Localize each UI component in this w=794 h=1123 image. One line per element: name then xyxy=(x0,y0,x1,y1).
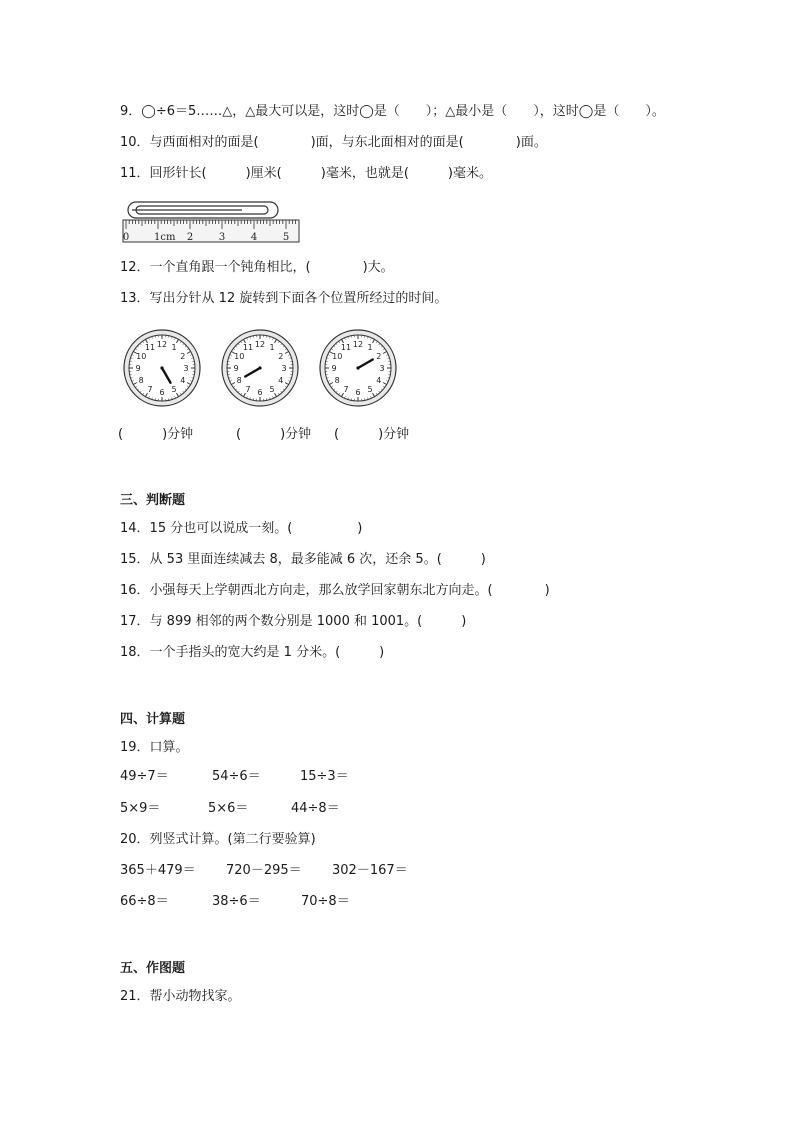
oral-calc-item: 15÷3＝ xyxy=(300,769,349,784)
clock-number: 11 xyxy=(242,343,254,353)
oral-calc-item: 54÷6＝ xyxy=(212,769,261,784)
question-18: 18．一个手指头的宽大约是 1 分米。( ) xyxy=(120,645,385,660)
clock-number: 5 xyxy=(269,384,275,394)
clock-number: 10 xyxy=(332,352,343,361)
clock-number: 5 xyxy=(171,384,177,394)
clock-number: 8 xyxy=(334,376,340,385)
vertical-calc-item: 302－167＝ xyxy=(332,863,408,878)
section-judgement-title: 三、判断题 xyxy=(120,493,186,508)
ruler-body xyxy=(123,220,299,242)
clock-number: 1 xyxy=(367,343,373,353)
clock-number: 10 xyxy=(136,352,147,361)
clock-number: 11 xyxy=(144,343,156,353)
vertical-calc-item: 66÷8＝ xyxy=(120,894,169,909)
clock-number: 2 xyxy=(180,352,186,361)
clock-2 xyxy=(220,328,300,408)
vertical-calc-item: 720－295＝ xyxy=(226,863,302,878)
clock-number: 12 xyxy=(352,340,364,349)
ruler-label: 4 xyxy=(250,232,258,243)
ruler-label: 1cm xyxy=(154,232,176,243)
clock-center-pin xyxy=(356,366,359,369)
clock-number: 4 xyxy=(278,376,284,385)
clock-answer-2: ( )分钟 xyxy=(236,427,312,442)
clock-1 xyxy=(122,328,202,408)
ruler-with-paperclip xyxy=(122,199,306,245)
question-16: 16．小强每天上学朝西北方向走，那么放学回家朝东北方向走。( ) xyxy=(120,583,550,598)
vertical-calc-item: 38÷6＝ xyxy=(212,894,261,909)
clock-number: 8 xyxy=(138,376,144,385)
clock-number: 3 xyxy=(183,364,189,373)
question-19: 19．口算。 xyxy=(120,740,189,755)
clock-number: 11 xyxy=(340,343,352,353)
clock-number: 1 xyxy=(171,343,177,353)
clock-number: 7 xyxy=(147,384,153,394)
oral-calc-item: 44÷8＝ xyxy=(291,801,340,816)
clock-number: 9 xyxy=(233,364,239,373)
ruler-label: 3 xyxy=(218,232,226,243)
question-9: 9．◯÷6＝5……△，△最大可以是，这时◯是（ ）；△最小是（ ），这时◯是（ ）。 xyxy=(120,104,665,119)
question-17: 17．与 899 相邻的两个数分别是 1000 和 1001。( ) xyxy=(120,614,467,629)
question-21: 21．帮小动物找家。 xyxy=(120,989,241,1004)
question-10: 10．与西面相对的面是( )面，与东北面相对的面是( )面。 xyxy=(120,135,547,150)
clock-number: 6 xyxy=(159,388,165,397)
clock-answer-1: ( )分钟 xyxy=(118,427,194,442)
clock-3 xyxy=(318,328,398,408)
question-13: 13．写出分针从 12 旋转到下面各个位置所经过的时间。 xyxy=(120,291,448,306)
question-12: 12．一个直角跟一个钝角相比，( )大。 xyxy=(120,260,394,275)
clock-number: 6 xyxy=(257,388,263,397)
ruler-label: 2 xyxy=(186,232,194,243)
clock-number: 4 xyxy=(376,376,382,385)
section-calculation-title: 四、计算题 xyxy=(120,712,186,727)
clock-center-pin xyxy=(258,366,261,369)
clock-number: 5 xyxy=(367,384,373,394)
oral-calc-item: 5×6＝ xyxy=(208,801,249,816)
clock-number: 12 xyxy=(254,340,266,349)
ruler-label: 5 xyxy=(282,232,290,243)
clock-number: 4 xyxy=(180,376,186,385)
clock-number: 9 xyxy=(135,364,141,373)
section-drawing-title: 五、作图题 xyxy=(120,961,186,976)
clock-answer-3: ( )分钟 xyxy=(334,427,410,442)
clock-center-pin xyxy=(160,366,163,369)
clock-number: 2 xyxy=(278,352,284,361)
clock-number: 3 xyxy=(281,364,287,373)
clock-number: 7 xyxy=(343,384,349,394)
ruler-label: 0 xyxy=(122,232,130,243)
question-20: 20．列竖式计算。(第二行要验算) xyxy=(120,832,316,847)
clock-number: 10 xyxy=(234,352,245,361)
question-11: 11．回形针长( )厘米( )毫米，也就是( )毫米。 xyxy=(120,166,492,181)
question-14: 14．15 分也可以说成一刻。( ) xyxy=(120,521,363,536)
clock-number: 9 xyxy=(331,364,337,373)
clock-number: 6 xyxy=(355,388,361,397)
question-15: 15．从 53 里面连续减去 8，最多能减 6 次，还余 5。( ) xyxy=(120,552,486,567)
clock-number: 12 xyxy=(156,340,168,349)
clock-number: 3 xyxy=(379,364,385,373)
clock-number: 1 xyxy=(269,343,275,353)
oral-calc-item: 49÷7＝ xyxy=(120,769,169,784)
clock-number: 8 xyxy=(236,376,242,385)
paperclip-icon xyxy=(128,202,278,218)
vertical-calc-item: 70÷8＝ xyxy=(301,894,350,909)
clock-number: 7 xyxy=(245,384,251,394)
vertical-calc-item: 365＋479＝ xyxy=(120,863,196,878)
oral-calc-item: 5×9＝ xyxy=(120,801,161,816)
clock-number: 2 xyxy=(376,352,382,361)
